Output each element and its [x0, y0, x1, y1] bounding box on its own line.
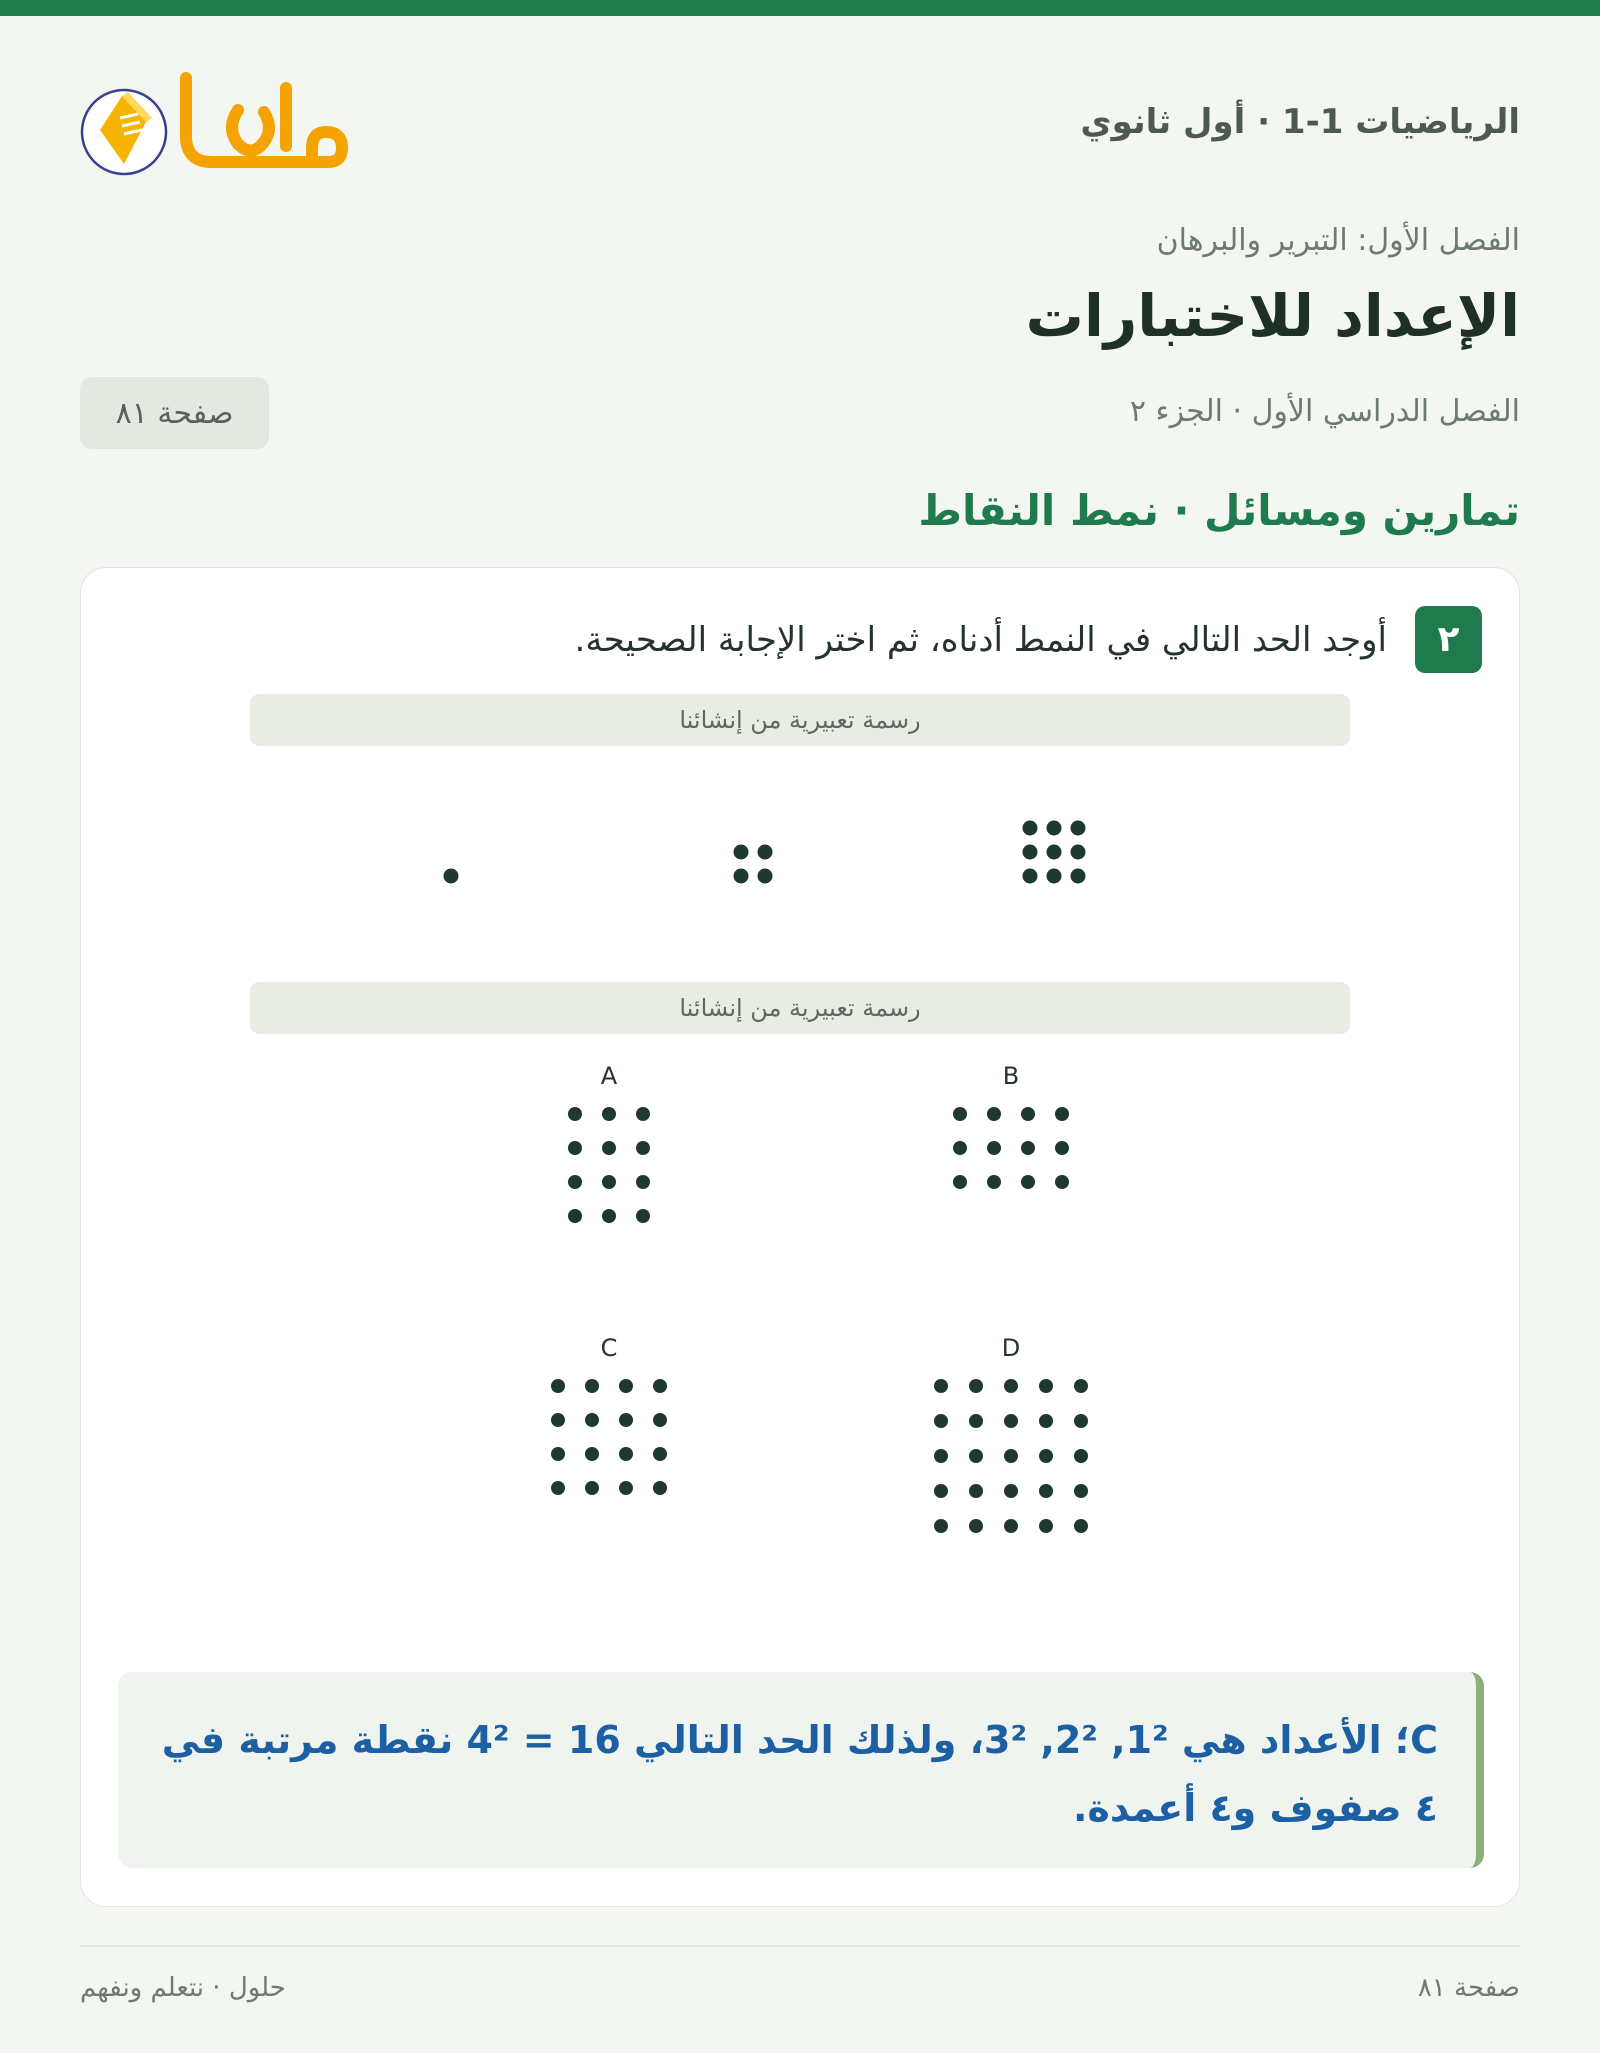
- dot: [1004, 1379, 1018, 1393]
- dot: [1074, 1519, 1088, 1533]
- dot: [1047, 821, 1062, 836]
- options-svg: [81, 1044, 1521, 1644]
- dot: [1039, 1484, 1053, 1498]
- dot: [1055, 1107, 1069, 1121]
- dot: [953, 1141, 967, 1155]
- dot: [619, 1481, 633, 1495]
- dot: [653, 1447, 667, 1461]
- dot: [568, 1107, 582, 1121]
- dot: [602, 1107, 616, 1121]
- option-label-b: B: [1002, 1062, 1020, 1090]
- dot: [1021, 1175, 1035, 1189]
- dot: [934, 1519, 948, 1533]
- dot: [1004, 1449, 1018, 1463]
- section-heading: تمارين ومسائل · نمط النقاط: [918, 486, 1520, 535]
- dot: [1023, 845, 1038, 860]
- dot: [636, 1209, 650, 1223]
- page-number-badge: صفحة ٨١: [80, 377, 269, 449]
- dot: [585, 1481, 599, 1495]
- dot: [1071, 869, 1086, 884]
- option-grid-c: [551, 1379, 667, 1495]
- dot: [1039, 1449, 1053, 1463]
- dot: [987, 1141, 1001, 1155]
- option-label-d: D: [1001, 1334, 1021, 1362]
- dot: [987, 1175, 1001, 1189]
- pattern-term-1: [444, 869, 459, 884]
- dot: [1039, 1519, 1053, 1533]
- pattern-term-3: [1023, 821, 1086, 884]
- logo-mark: [186, 78, 342, 162]
- dot: [1074, 1414, 1088, 1428]
- footer-divider: [80, 1945, 1520, 1947]
- question-text: أوجد الحد التالي في النمط أدناه، ثم اختر الإجابة الصحيحة.: [574, 620, 1387, 660]
- dot: [602, 1175, 616, 1189]
- option-grid-d: [934, 1379, 1088, 1533]
- pattern-svg: [81, 754, 1521, 914]
- dot: [1055, 1141, 1069, 1155]
- dot: [1023, 869, 1038, 884]
- dot-pattern-figure: [81, 754, 1521, 914]
- dot: [1004, 1484, 1018, 1498]
- dot: [551, 1379, 565, 1393]
- question-card: [80, 567, 1520, 1907]
- dot: [1055, 1175, 1069, 1189]
- dot: [551, 1413, 565, 1427]
- dot: [1074, 1379, 1088, 1393]
- top-accent-bar: [0, 0, 1600, 16]
- dot: [934, 1379, 948, 1393]
- option-label-a: A: [600, 1062, 618, 1090]
- figure-caption-options: رسمة تعبيرية من إنشائنا: [250, 982, 1350, 1034]
- dot: [568, 1209, 582, 1223]
- dot: [636, 1175, 650, 1189]
- dot: [1021, 1107, 1035, 1121]
- dot: [969, 1484, 983, 1498]
- dot: [619, 1413, 633, 1427]
- dot: [585, 1413, 599, 1427]
- dot: [551, 1447, 565, 1461]
- dot: [1004, 1519, 1018, 1533]
- dot: [934, 1414, 948, 1428]
- dot: [734, 845, 749, 860]
- page-header: [80, 60, 1520, 190]
- dot: [619, 1379, 633, 1393]
- dot: [969, 1414, 983, 1428]
- dot: [653, 1413, 667, 1427]
- dot: [934, 1484, 948, 1498]
- dot: [1039, 1414, 1053, 1428]
- dot: [1047, 845, 1062, 860]
- dot: [758, 845, 773, 860]
- dot: [568, 1175, 582, 1189]
- dot: [653, 1379, 667, 1393]
- dot: [653, 1481, 667, 1495]
- option-grid-b: [953, 1107, 1069, 1189]
- dot: [1074, 1484, 1088, 1498]
- semester-label: الفصل الدراسي الأول · الجزء ٢: [1129, 394, 1520, 429]
- figure-caption-pattern: رسمة تعبيرية من إنشائنا: [250, 694, 1350, 746]
- dot: [568, 1141, 582, 1155]
- dot: [444, 869, 459, 884]
- chapter-label: الفصل الأول: التبرير والبرهان: [1156, 223, 1520, 258]
- dot: [934, 1449, 948, 1463]
- dot: [1023, 821, 1038, 836]
- footer-brand: حلول · نتعلم ونفهم: [80, 1973, 286, 2003]
- answer-box: C؛ الأعداد هي 1², 2², 3²، ولذلك الحد التالي 16 = 4² نقطة مرتبة في ٤ صفوف و٤ أعمدة.: [118, 1672, 1484, 1868]
- dot: [953, 1175, 967, 1189]
- options-figure: [81, 1044, 1521, 1644]
- dot: [969, 1519, 983, 1533]
- dot: [953, 1107, 967, 1121]
- dot: [619, 1447, 633, 1461]
- dot: [602, 1141, 616, 1155]
- dot: [602, 1209, 616, 1223]
- dot: [636, 1107, 650, 1121]
- dot: [551, 1481, 565, 1495]
- dot: [636, 1141, 650, 1155]
- dot: [1074, 1449, 1088, 1463]
- dot: [758, 869, 773, 884]
- question-number-badge: ٢: [1415, 606, 1482, 673]
- dot: [1071, 845, 1086, 860]
- dot: [1004, 1414, 1018, 1428]
- dot: [1047, 869, 1062, 884]
- footer-page-number: صفحة ٨١: [1417, 1973, 1520, 2003]
- option-grid-a: [568, 1107, 650, 1223]
- dot: [969, 1379, 983, 1393]
- pattern-term-2: [734, 845, 773, 884]
- series-title: الرياضيات 1-1 · أول ثانوي: [1080, 102, 1520, 142]
- dot: [734, 869, 749, 884]
- dot: [987, 1107, 1001, 1121]
- page-title: الإعداد للاختبارات: [1025, 282, 1520, 350]
- dot: [585, 1447, 599, 1461]
- dot: [1071, 821, 1086, 836]
- dot: [969, 1449, 983, 1463]
- dot: [585, 1379, 599, 1393]
- dot: [1039, 1379, 1053, 1393]
- dot: [1021, 1141, 1035, 1155]
- option-label-c: C: [600, 1334, 618, 1362]
- brand-logo: [80, 66, 360, 186]
